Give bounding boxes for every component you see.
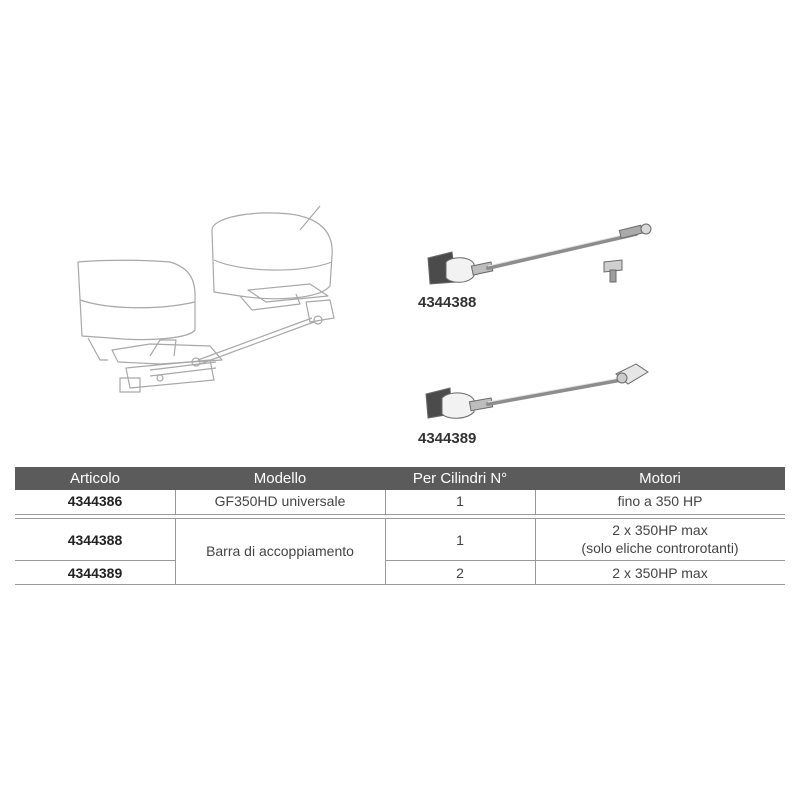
table-bottom-border (15, 584, 785, 585)
row-divider (15, 560, 175, 561)
table-cell-articolo: 4344386 (67, 493, 123, 509)
table-cell-modello: Barra di accoppiamento (206, 543, 354, 559)
column-divider (385, 518, 386, 584)
column-divider (535, 490, 536, 515)
row-divider (385, 560, 785, 561)
column-divider (385, 490, 386, 515)
label-4344388: 4344388 (418, 294, 477, 311)
column-divider (535, 518, 536, 584)
table-cell-motori: fino a 350 HP (617, 493, 703, 509)
header-motori: Motori (639, 470, 681, 487)
table-cell-modello: GF350HD universale (214, 493, 346, 509)
header-modello: Modello (253, 470, 307, 487)
table-cell-motori: 2 x 350HP max (612, 565, 708, 581)
label-4344389: 4344389 (418, 430, 477, 447)
column-divider (175, 490, 176, 515)
table-cell-articolo: 4344389 (67, 565, 123, 581)
row-divider (15, 518, 785, 519)
table-cell-motori: 2 x 350HP max (612, 522, 708, 538)
table-cell-cilindri: 1 (456, 493, 464, 509)
table-cell-cilindri: 1 (456, 532, 464, 548)
header-articolo: Articolo (69, 470, 121, 487)
table-cell-articolo: 4344388 (67, 532, 123, 548)
table-cell-motori-note: (solo eliche controrotanti) (581, 540, 739, 556)
column-divider (175, 518, 176, 584)
header-cilindri: Per Cilindri N° (412, 470, 508, 487)
table-header (15, 467, 785, 490)
table-cell-cilindri: 2 (456, 565, 464, 581)
row-divider (15, 514, 785, 515)
